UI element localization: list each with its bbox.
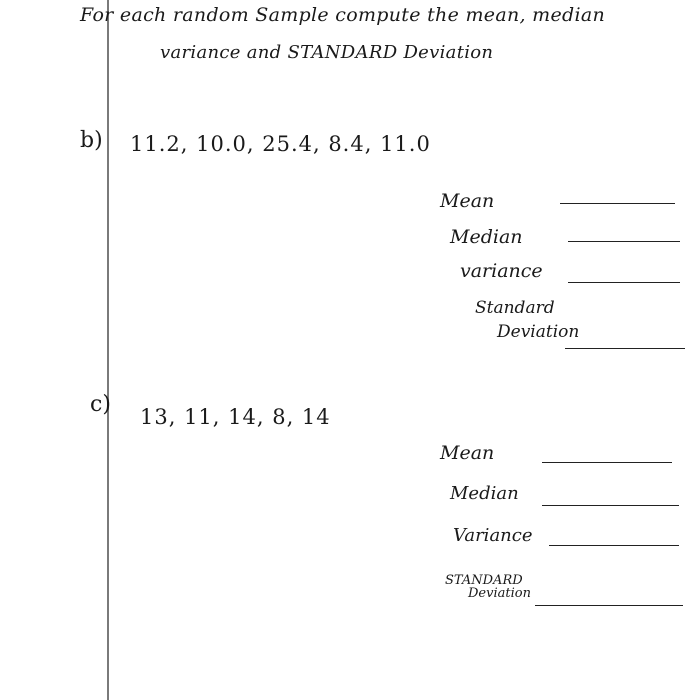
problem-b-variance-label: variance xyxy=(460,260,543,282)
problem-b-label: b) xyxy=(80,128,103,153)
problem-c-sd-label-line2: Deviation xyxy=(468,586,531,601)
problem-b-sd-label-line1: Standard xyxy=(475,298,555,318)
problem-c-variance-label: Variance xyxy=(453,525,533,546)
problem-c-sd-answer-line[interactable] xyxy=(535,605,683,606)
problem-c-median-label: Median xyxy=(450,483,519,504)
problem-c-label: c) xyxy=(90,392,111,417)
problem-c-median-answer-line[interactable] xyxy=(542,505,679,506)
problem-b-sd-answer-line[interactable] xyxy=(565,348,685,349)
problem-c-data: 13, 11, 14, 8, 14 xyxy=(140,405,331,429)
problem-b-data: 11.2, 10.0, 25.4, 8.4, 11.0 xyxy=(130,132,431,156)
page-margin-line xyxy=(107,0,109,700)
problem-c-sd-label-line1: STANDARD xyxy=(445,573,523,588)
problem-c-mean-label: Mean xyxy=(440,442,495,464)
problem-b-mean-label: Mean xyxy=(440,190,495,212)
problem-b-median-answer-line[interactable] xyxy=(568,241,680,242)
problem-c-variance-answer-line[interactable] xyxy=(549,545,679,546)
instructions-line-1: For each random Sample compute the mean, median xyxy=(80,4,606,26)
problem-b-sd-label-line2: Deviation xyxy=(497,322,580,342)
problem-b-mean-answer-line[interactable] xyxy=(560,203,675,204)
instructions-line-2: variance and STANDARD Deviation xyxy=(160,42,494,63)
problem-b-variance-answer-line[interactable] xyxy=(568,282,680,283)
problem-c-mean-answer-line[interactable] xyxy=(542,462,672,463)
problem-b-median-label: Median xyxy=(450,226,523,248)
